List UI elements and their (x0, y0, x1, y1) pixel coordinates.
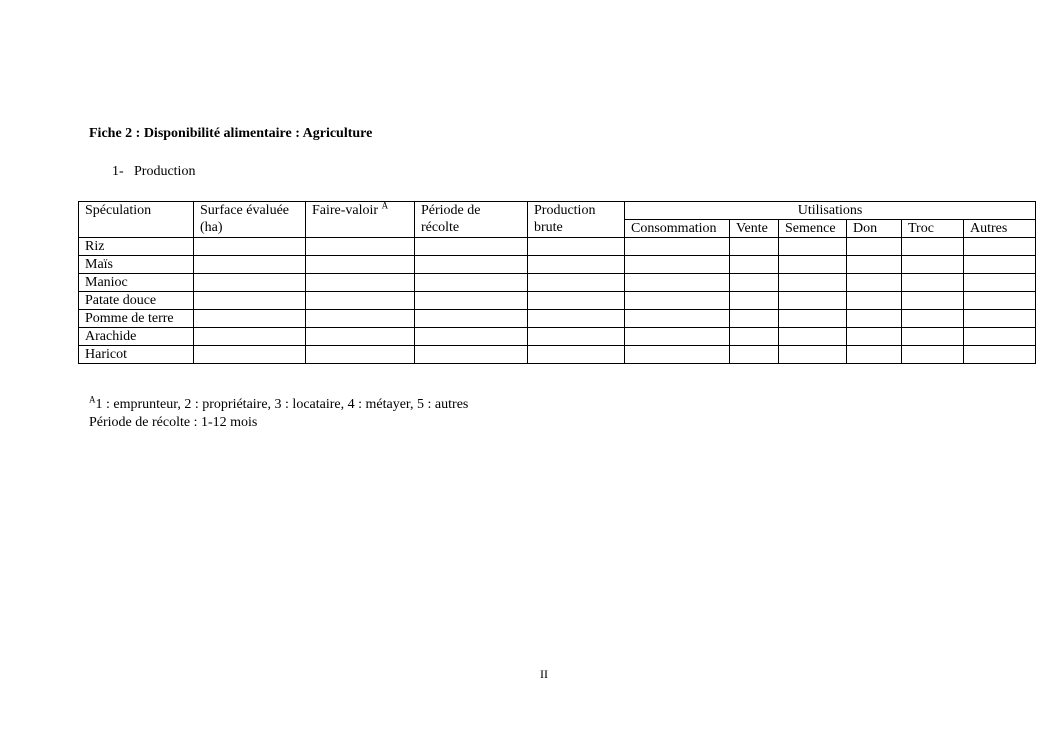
footnote-a-text: 1 : emprunteur, 2 : propriétaire, 3 : locataire, 4 : métayer, 5 : autres (95, 397, 469, 412)
empty-cell[interactable] (306, 274, 415, 292)
empty-cell[interactable] (528, 328, 625, 346)
section-heading (112, 164, 195, 180)
header-utilisations: Utilisations (625, 202, 1036, 220)
empty-cell[interactable] (902, 310, 964, 328)
empty-cell[interactable] (902, 346, 964, 364)
page-number: II (540, 667, 548, 681)
empty-cell[interactable] (625, 346, 730, 364)
empty-cell[interactable] (847, 292, 902, 310)
empty-cell[interactable] (306, 346, 415, 364)
empty-cell[interactable] (964, 292, 1036, 310)
row-label: Arachide (79, 328, 194, 346)
empty-cell[interactable] (730, 238, 779, 256)
empty-cell[interactable] (730, 310, 779, 328)
empty-cell[interactable] (625, 292, 730, 310)
header-sub-5: Autres (964, 220, 1036, 238)
empty-cell[interactable] (779, 238, 847, 256)
empty-cell[interactable] (779, 310, 847, 328)
empty-cell[interactable] (194, 256, 306, 274)
notes (89, 396, 468, 432)
row-label: Pomme de terre (79, 310, 194, 328)
empty-cell[interactable] (415, 346, 528, 364)
empty-cell[interactable] (902, 292, 964, 310)
header-sub-0: Consommation (625, 220, 730, 238)
table-row (79, 346, 1036, 364)
empty-cell[interactable] (964, 328, 1036, 346)
table-row (79, 292, 1036, 310)
empty-cell[interactable] (625, 310, 730, 328)
header-faire-valoir-label: Faire-valoir (312, 203, 379, 218)
empty-cell[interactable] (779, 256, 847, 274)
header-sub-1: Vente (730, 220, 779, 238)
production-table (78, 201, 1036, 364)
table-row (79, 328, 1036, 346)
empty-cell[interactable] (528, 292, 625, 310)
empty-cell[interactable] (194, 346, 306, 364)
empty-cell[interactable] (415, 292, 528, 310)
table-body (79, 238, 1036, 364)
empty-cell[interactable] (847, 346, 902, 364)
header-surface: Surface évaluée (ha) (194, 202, 306, 238)
empty-cell[interactable] (415, 328, 528, 346)
empty-cell[interactable] (964, 310, 1036, 328)
table-row (79, 256, 1036, 274)
section-number: 1- (112, 164, 124, 179)
table-row (79, 238, 1036, 256)
empty-cell[interactable] (528, 310, 625, 328)
empty-cell[interactable] (625, 238, 730, 256)
header-speculation: Spéculation (79, 202, 194, 238)
empty-cell[interactable] (194, 274, 306, 292)
empty-cell[interactable] (306, 328, 415, 346)
empty-cell[interactable] (847, 310, 902, 328)
table-row (79, 274, 1036, 292)
empty-cell[interactable] (625, 328, 730, 346)
empty-cell[interactable] (528, 346, 625, 364)
empty-cell[interactable] (194, 292, 306, 310)
empty-cell[interactable] (779, 346, 847, 364)
empty-cell[interactable] (415, 274, 528, 292)
empty-cell[interactable] (306, 256, 415, 274)
empty-cell[interactable] (194, 310, 306, 328)
header-sub-3: Don (847, 220, 902, 238)
table-row (79, 310, 1036, 328)
empty-cell[interactable] (902, 238, 964, 256)
empty-cell[interactable] (964, 256, 1036, 274)
header-production: Production brute (528, 202, 625, 238)
empty-cell[interactable] (964, 238, 1036, 256)
empty-cell[interactable] (306, 292, 415, 310)
periode-note: Période de récolte : 1-12 mois (89, 415, 258, 430)
row-label: Riz (79, 238, 194, 256)
row-label: Haricot (79, 346, 194, 364)
page-title: Fiche 2 : Disponibilité alimentaire : Agriculture (89, 126, 373, 141)
empty-cell[interactable] (779, 274, 847, 292)
row-label: Manioc (79, 274, 194, 292)
section-label: Production (134, 164, 196, 179)
empty-cell[interactable] (847, 274, 902, 292)
empty-cell[interactable] (528, 256, 625, 274)
footnote-a (89, 396, 468, 414)
empty-cell[interactable] (730, 274, 779, 292)
row-label: Maïs (79, 256, 194, 274)
empty-cell[interactable] (730, 292, 779, 310)
empty-cell[interactable] (306, 310, 415, 328)
empty-cell[interactable] (415, 310, 528, 328)
header-sub-2: Semence (779, 220, 847, 238)
empty-cell[interactable] (194, 328, 306, 346)
empty-cell[interactable] (779, 292, 847, 310)
empty-cell[interactable] (625, 256, 730, 274)
empty-cell[interactable] (902, 256, 964, 274)
empty-cell[interactable] (625, 274, 730, 292)
empty-cell[interactable] (964, 346, 1036, 364)
empty-cell[interactable] (528, 274, 625, 292)
row-label: Patate douce (79, 292, 194, 310)
header-periode: Période de récolte (415, 202, 528, 238)
empty-cell[interactable] (902, 328, 964, 346)
empty-cell[interactable] (847, 238, 902, 256)
header-faire-valoir (306, 202, 415, 238)
empty-cell[interactable] (902, 274, 964, 292)
empty-cell[interactable] (415, 256, 528, 274)
empty-cell[interactable] (730, 256, 779, 274)
empty-cell[interactable] (964, 274, 1036, 292)
empty-cell[interactable] (730, 328, 779, 346)
footnote-a-marker: A (89, 394, 96, 405)
empty-cell[interactable] (306, 238, 415, 256)
empty-cell[interactable] (779, 328, 847, 346)
empty-cell[interactable] (194, 238, 306, 256)
empty-cell[interactable] (847, 328, 902, 346)
empty-cell[interactable] (415, 238, 528, 256)
empty-cell[interactable] (847, 256, 902, 274)
header-sub-4: Troc (902, 220, 964, 238)
empty-cell[interactable] (730, 346, 779, 364)
footnote-marker: A (381, 201, 389, 211)
empty-cell[interactable] (528, 238, 625, 256)
